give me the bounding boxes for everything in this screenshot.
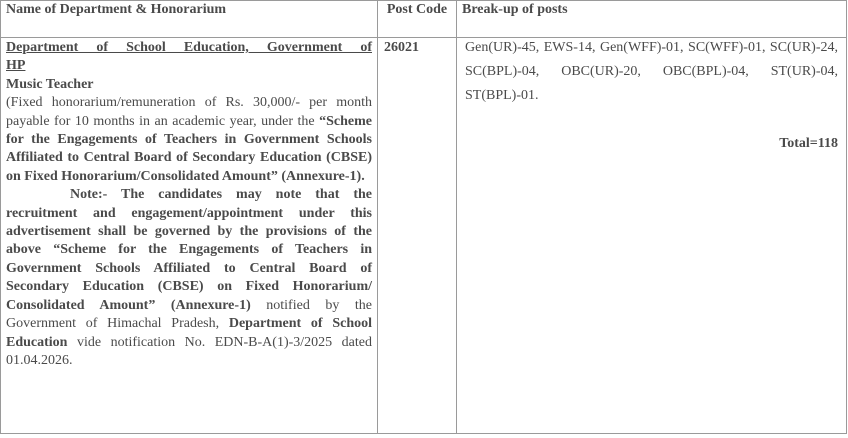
honorarium-text: (Fixed honorarium/remuneration of Rs. 30,000/- per month payable for 10 months in an academic year, under the [6,95,372,129]
note-text: Note:- The candidates may note that the recruitment and engagement/appointment under this advertisement shall be governed by the provisions of the above “Scheme for the Engagements of Teachers in Government Schools Affiliated to Central Board of Secondary Education (CBSE) on Fixed Honorarium/ Consolidated Amount” (Annexure-1) [6,187,372,313]
total-posts: Total=118 [779,136,838,151]
notified-text: notified by the Government of Himachal Pradesh, [6,297,372,332]
breakup-cell [457,38,847,434]
post-code-cell: 26021 [378,38,457,434]
header-break-up-of-posts: Break-up of posts [457,1,847,38]
header-post-code: Post Code [378,1,457,38]
table-row [1,38,847,434]
note-paragraph [6,186,372,370]
post-title: Music Teacher [6,76,94,92]
breakup-text: Gen(UR)-45, EWS-14, Gen(WFF)-01, SC(WFF)-01, SC(UR)-24, SC(BPL)-04, OBC(UR)-20, OBC(BPL)-04, ST(UR)-04, ST(BPL)-01. [465,40,838,103]
department-cell [1,38,378,434]
header-name-of-department: Name of Department & Honorarium [1,1,378,38]
department-reference: Department of School Education [6,316,372,350]
department-name-line2: HP [6,58,26,74]
table-header-row [1,1,847,38]
department-name-line1: Department of School Education, Government of [6,40,372,55]
notification-text: vide notification No. EDN-B-A(1)-3/2025 dated 01.04.2026. [6,334,372,368]
scheme-name: “Scheme for the Engagements of Teachers in Government Schools Affiliated to Central Board of Secondary Education (CBSE) on Fixed Honorarium/Consolidated Amount” (Annexure-1). [6,113,372,184]
